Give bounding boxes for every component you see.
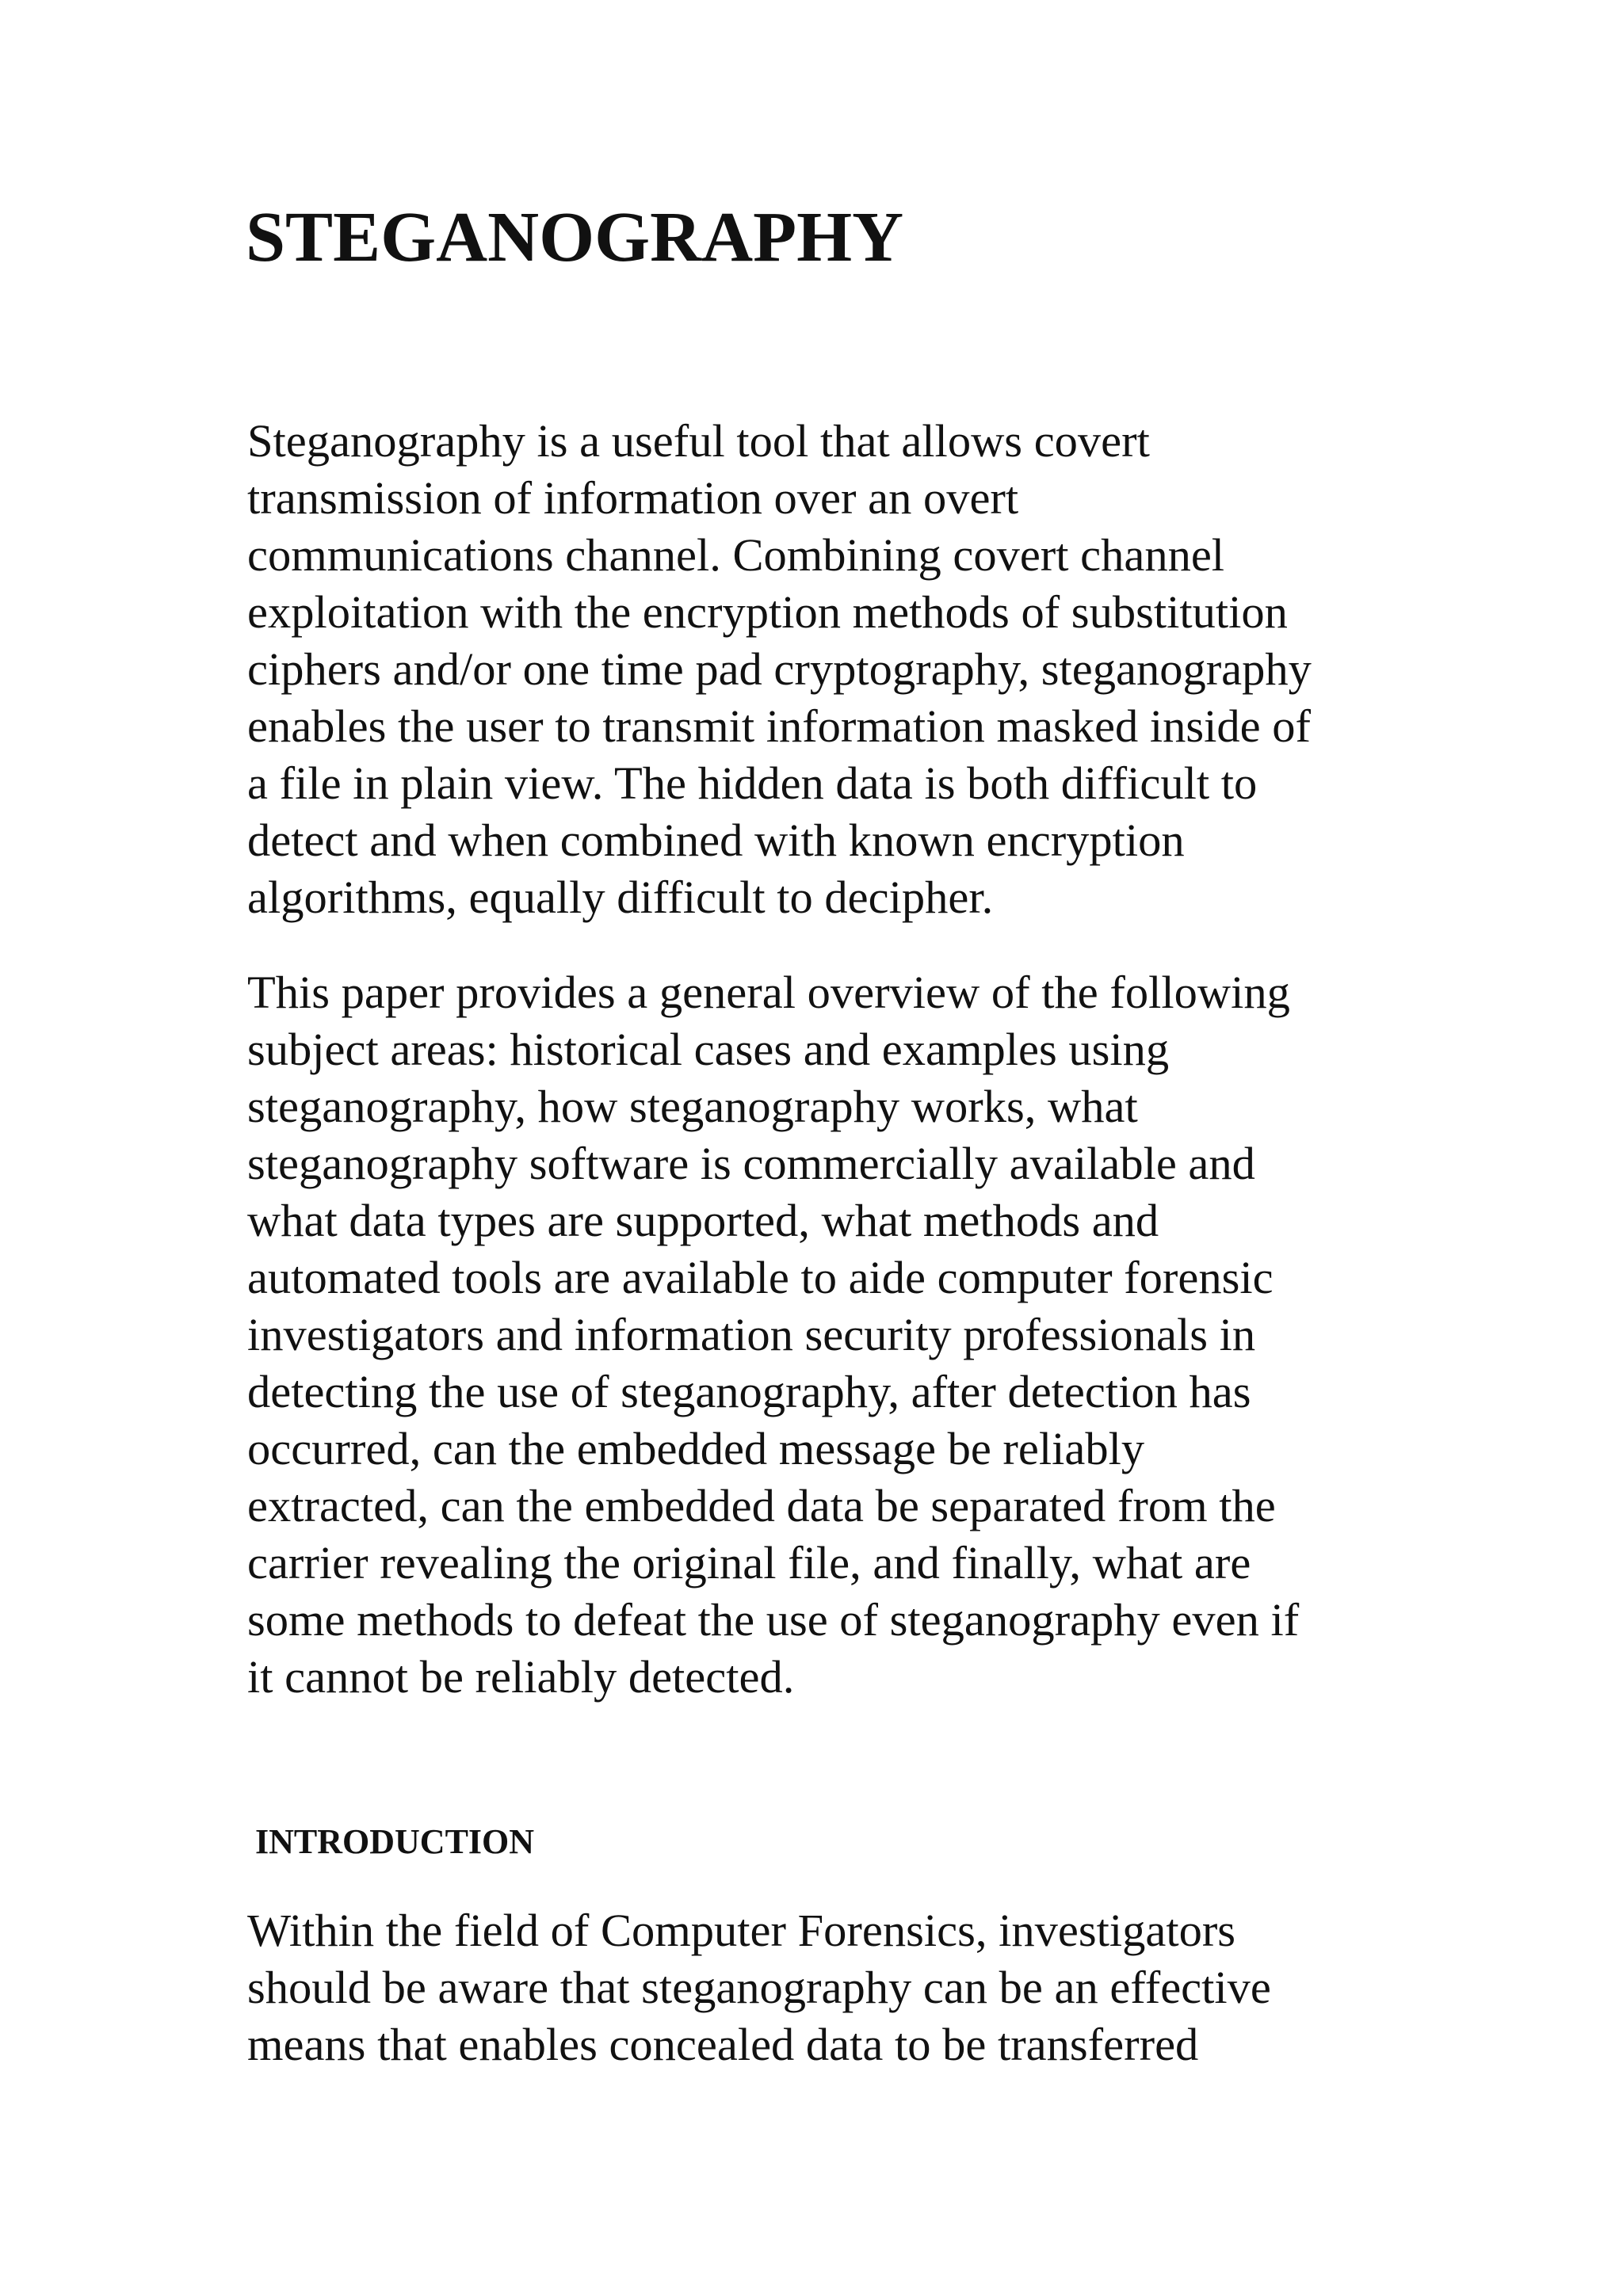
section-heading-introduction: INTRODUCTION: [255, 1822, 535, 1861]
introduction-paragraph: Within the field of Computer Forensics, investigators should be aware that steganography can be an effective means that enables concealed data to be transferred: [247, 1905, 1271, 2070]
abstract-paragraph-1: Steganography is a useful tool that allows covert transmission of information over an overt communications channel. Combining covert channel exploitation with the encryption methods of substitution ciphers and/or one time pad cryptography, steganography enables the user to transmit information masked inside of a file in plain view. The hidden data is both difficult to detect and when combined with known encryption algorithms, equally difficult to decipher.: [247, 415, 1312, 923]
abstract-paragraph-2: This paper provides a general overview of the following subject areas: historical cases and examples using steganography, how steganography works, what steganography software is commercially available and what data types are supported, what methods and automated tools are available to aide computer forensic investigators and information security professionals in detecting the use of steganography, after detection has occurred, can the embedded message be reliably extracted, can the embedded data be separated from the carrier revealing the original file, and finally, what are some methods to defeat the use of steganography even if it cannot be reliably detected.: [247, 967, 1300, 1703]
document-title: STEGANOGRAPHY: [246, 198, 904, 277]
